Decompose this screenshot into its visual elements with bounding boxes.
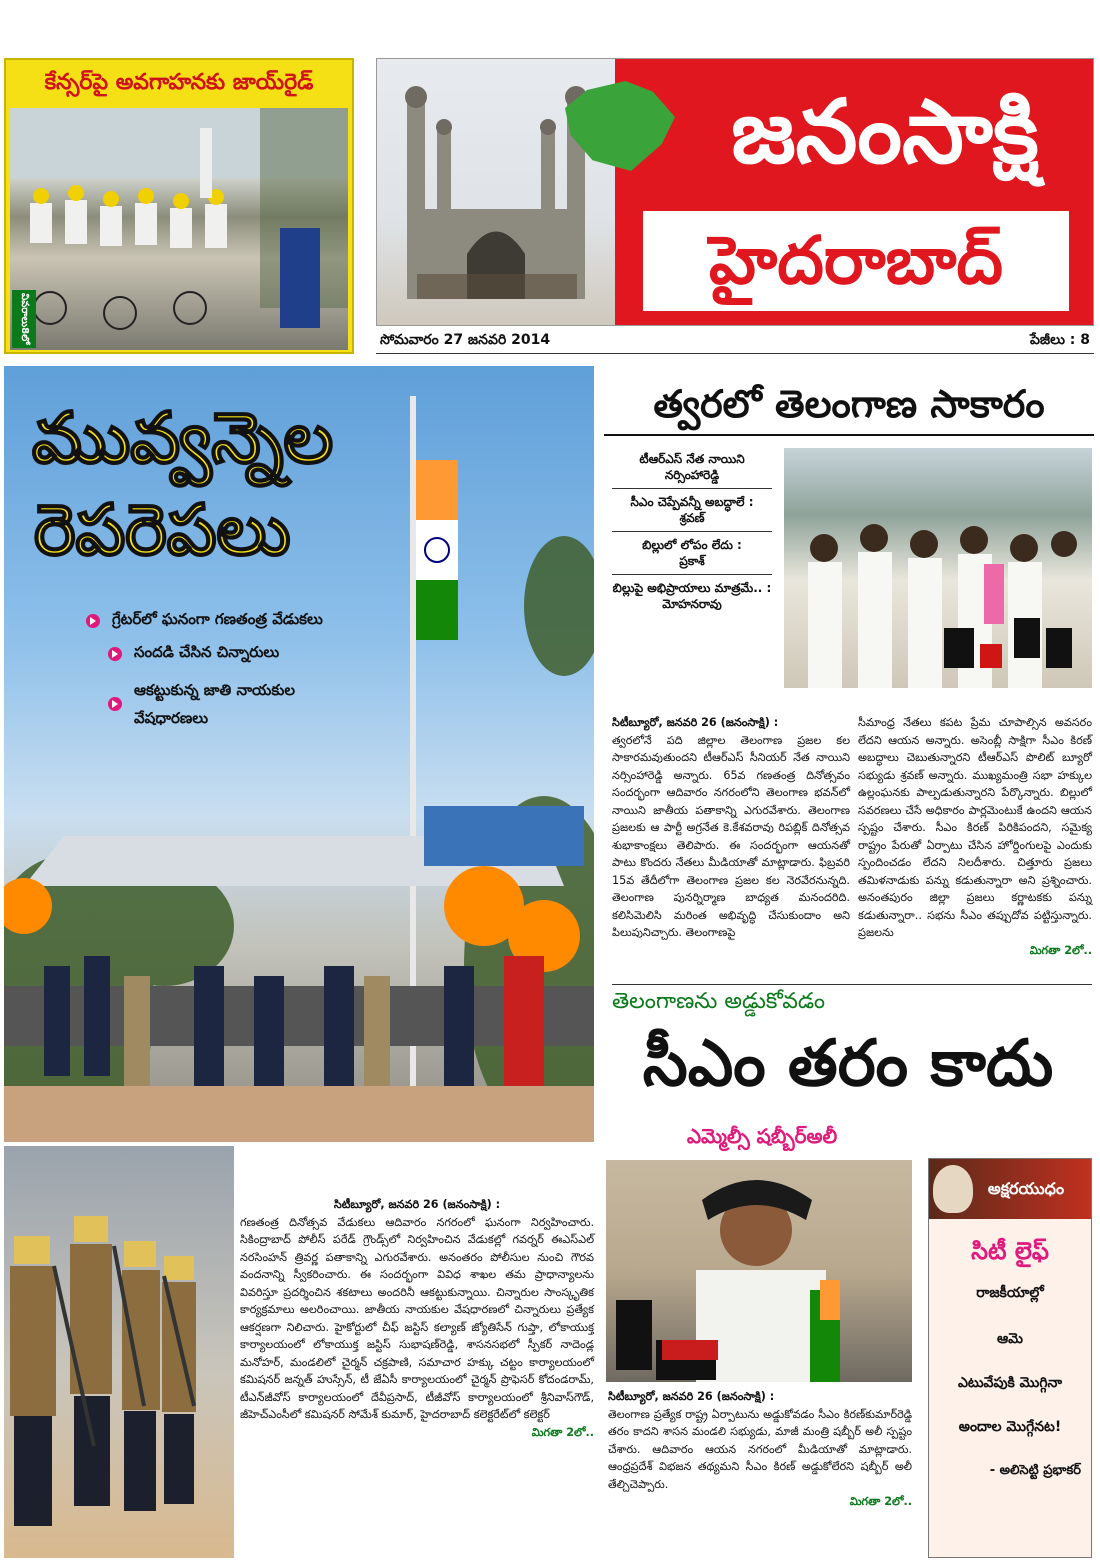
flag-hoisting-photo <box>4 366 594 1142</box>
telangana-sublines <box>612 446 772 617</box>
telangana-article-right <box>858 714 1092 978</box>
cm-body: తెలంగాణ ప్రత్యేక రాష్ట్ర ఏర్పాటును అడ్డుకోవడం సీఎం కిరణ్‌కుమార్‌రెడ్డి తరం కాదని శాసన మండలి సభ్యుడు, మాజీ మంత్రి షబ్బీర్‌ అలీ స్పష్టం చేశారు. ఆదివారం ఆయన నగరంలో మీడియాతో మాట్లాడారు. ఆంధ్రప్రదేశ్‌ విభజన తథ్యమని సీఎం కిరణ్‌ అడ్డుకోలేరని షబ్బీర్‌ అలీ తేల్చిచెప్పారు. <box>608 1407 912 1491</box>
cancer-ride-box <box>4 58 354 354</box>
cycle-rally-illustration <box>10 108 348 350</box>
trs-leaders-illustration <box>784 448 1092 688</box>
column-line: ఎటువేపుకి మొగ్గినా <box>957 1375 1063 1391</box>
subline-sravan: సీఎం చెప్పేవన్నీ అబద్ధాలే : శ్రవణ్‌ <box>612 489 772 532</box>
edition-name: హైదరాబాద్‌ <box>709 222 1003 299</box>
cm-continued: మిగతా 2లో.. <box>849 1495 912 1508</box>
pink-arrow-icon <box>108 697 122 711</box>
republic-bullets <box>86 610 386 743</box>
pink-arrow-icon <box>108 647 122 661</box>
cancer-ride-title: కేన్సర్‌పై అవగాహనకు జాయ్‌రైడ్‌ <box>44 70 314 95</box>
cm-byline: ఎమ్మెల్సీ షబ్బీర్‌అలీ <box>686 1124 838 1148</box>
telangana-continued: మిగతా 2లో.. <box>1029 943 1092 957</box>
cm-headline: సీఎం తరం కాదు <box>642 1027 1054 1101</box>
bullet-item: సందడి చేసిన చిన్నారులు <box>108 643 386 665</box>
cm-kicker: తెలంగాణను అడ్డుకోవడం <box>612 984 1092 1018</box>
bullet-item: ఆకట్టుకున్న జాతి నాయకుల వేషధారణలు <box>108 676 338 732</box>
column-line: అందాల మొగ్గేనట! <box>958 1419 1062 1435</box>
pink-arrow-icon <box>86 614 100 628</box>
bullet-item: గ్రేటర్‌లో ఘనంగా గణతంత్ర వేడుకలు <box>86 610 386 632</box>
telangana-article-left <box>612 714 850 978</box>
cm-article <box>608 1388 912 1558</box>
telangana-headline: త్వరలో తెలంగాణ సాకారం <box>604 372 1094 436</box>
cm-dateline: సిటీబ్యూరో, జనవరి 26 (జనంసాక్షి) : <box>608 1390 775 1403</box>
republic-body: గణతంత్ర దినోత్సవ వేడుకలు ఆదివారం నగరంలో ఘనంగా నిర్వహించారు. సికింద్రాబాద్‌ పోలీస్‌ పరేడ్‌ గ్రౌండ్స్‌లో నిర్వహించిన వేడుకల్లో గవర్నర్‌ ఈఎస్‌ఎల్‌ నరసింహన్‌ త్రివర్ణ పతాకాన్ని ఎగురవేశారు. అనంతరం పోలీసుల నుంచి గౌరవ వందనాన్ని స్వీకరించారు. ఈ సందర్భంగా వివిధ శాఖల తమ ప్రాధాన్యాలను వివరిస్తూ ప్రదర్శించిన శకటాలు అందరినీ ఆకట్టుకున్నాయి. చిన్నారుల సాంస్కృతిక కార్యక్రమాలు అలరించాయి. జాతీయ నాయకుల వేషధారణలో చిన్నారులు ప్రత్యేక ఆకర్షణగా నిలిచారు. హైకోర్టులో చీఫ్‌ జస్టిస్‌ కల్యాణ్‌ జ్యోతిసేన్‌ గుప్తా, లోకాయుక్త కార్యాలయంలో లోకాయుక్త జస్టిస్‌ సుభాషణ్‌రెడ్డి, శాసనసభలో స్పీకర్‌ నాదెండ్ల మనోహర్‌, మండలిలో చైర్మన్‌ చక్రపాణి, సమాచార హక్కు చట్టం కార్యాలయంలో కమిషనర్‌ జన్నత్‌ హుస్సేన్‌, టీ జేఏసీ కార్యాలయంలో చైర్మన్‌ ప్రొఫెసర్‌ కోదండరామ్‌, టీఎన్‌జీవోస్‌ కార్యాలయంలో దేవీప్రసాద్‌, టీజీవోస్‌ కార్యాలయంలో శ్రీనివాస్‌గౌడ్‌, జీహెచ్‌ఎంసీలో కమిషనర్‌ సోమేశ్‌ కుమార్‌, హైదరాబాద్‌ కలెక్టరేట్‌లో కలెక్టర్‌ <box>240 1215 594 1421</box>
masthead <box>376 58 1094 326</box>
republic-headline-1: మువ్వన్నెల <box>32 397 334 479</box>
shabbir-ali-illustration <box>606 1160 912 1382</box>
trs-leaders-photo <box>784 448 1092 688</box>
subline-prakash: బిల్లులో లోపం లేదు : ప్రకాశ్‌ <box>612 532 772 575</box>
akshara-yudham-logo: అక్షరయుధం <box>929 1159 1091 1219</box>
column-line: రాజకీయాల్లో <box>976 1285 1044 1301</box>
page-count: పేజీలు : 8 <box>1029 332 1090 348</box>
column-title: సిటీ లైఫ్‌ <box>971 1237 1049 1265</box>
shabbir-ali-photo <box>606 1160 912 1382</box>
subline-mohanarao: బిల్లుపై అభిప్రాయాలు మాత్రమే.. : మోహనరావు <box>612 581 772 611</box>
date-bar <box>376 330 1094 354</box>
republic-article <box>240 1196 594 1556</box>
column-author: - అలిసెట్టి ప్రభాకర్‌ <box>989 1463 1081 1478</box>
flag-hoisting-illustration <box>4 366 594 1142</box>
republic-headline-2: రెపరెపలు <box>34 489 291 571</box>
honor-guard-photo <box>4 1146 234 1558</box>
cycle-rally-photo <box>10 108 348 350</box>
telangana-dateline: సిటీబ్యూరో, జనవరి 26 (జనంసాక్షి) : <box>612 716 779 729</box>
column-body <box>929 1219 1091 1557</box>
telangana-body-right: సీమాంధ్ర నేతలు కపట ప్రేమ చూపాల్సిన అవసరం లేదని ఆయన అన్నారు. అసెంబ్లీ సాక్షిగా సీఎం కిరణ్‌ అబద్ధాలు చెబుతున్నారని టీఆర్‌ఎస్‌ పొలిట్‌ బ్యూరో సభ్యుడు శ్రవణ్‌ అన్నారు. ముఖ్యమంత్రి సభా హక్కుల ఉల్లంఘనకు పాల్పడుతున్నారని పేర్కొన్నారు. బిల్లులో సవరణలు చేసే అధికారం పార్లమెంటుకే ఉందని ఆయన స్పష్టం చేశారు. సీఎం కిరణ్‌ పిరికిపందని, సమైక్య రాష్ట్రం పేరుతో ఏర్పాటు చేసిన హోర్డింగులపై ఎందుకు స్పందించడం లేదని నిలదీశారు. చిత్తూరు ప్రజలు తమిళనాడుకు పన్ను కడుతున్నారా అని ప్రశ్నించారు. అనంతపురం జిల్లా ప్రజలు కర్ణాటకకు పన్ను కడుతున్నారా.. సభను సీఎం తప్పుదోవ పట్టిస్తున్నారు. ప్రజలను <box>858 716 1092 939</box>
honor-guard-illustration <box>4 1146 234 1558</box>
column-face-icon <box>933 1165 973 1213</box>
telangana-body-left: త్వరలోనే పది జిల్లాల తెలంగాణ ప్రజల కల సాకారమవుతుందని టీఆర్‌ఎస్‌ సీనియర్‌ నేత నాయిని నర్సింహారెడ్డి అన్నారు. 65వ గణతంత్ర దినోత్సవం సందర్భంగా ఆదివారం నగరంలోని తెలంగాణ భవన్‌లో నాయిని జాతీయ పతాకాన్ని ఎగురవేశారు. తెలంగాణ ప్రజలకు ఆ పార్టీ అగ్రనేత కె.కేశవరావు రిపబ్లిక్‌ దినోత్సవ శుభాకాంక్షలు తెలిపారు. ఈ సందర్భంగా ఆయనతో పాటు కొందరు నేతలు మీడియాతో మాట్లాడారు. ఫిబ్రవరి 15వ తేదీలోగా తెలంగాణ ప్రజల కల నెరవేరనున్నది. తెలంగాణ పునర్నిర్మాణ బాధ్యత మనందరిది. కలిసిమెలిసి మరింత అభివృద్ధి చేసుకుందాం అని పిలుపునిచ్చారు. తెలంగాణపై <box>612 733 850 939</box>
paper-name: జనంసాక్షి <box>731 80 1039 183</box>
issue-date: సోమవారం 27 జనవరి 2014 <box>380 332 551 348</box>
column-box <box>928 1158 1092 1558</box>
column-line: ఆమె <box>997 1331 1023 1347</box>
republic-continued: మిగతా 2లో.. <box>531 1425 594 1439</box>
edition-panel <box>641 209 1071 313</box>
republic-dateline: సిటీబ్యూరో, జనవరి 26 (జనంసాక్షి) : <box>333 1198 501 1211</box>
subline-nayini: టీఆర్‌ఎస్‌ నేత నాయిని నర్సింహారెడ్డి <box>612 446 772 489</box>
masthead-red-block <box>615 59 1093 325</box>
details-side-label: వివరాలు8లో <box>12 290 36 348</box>
